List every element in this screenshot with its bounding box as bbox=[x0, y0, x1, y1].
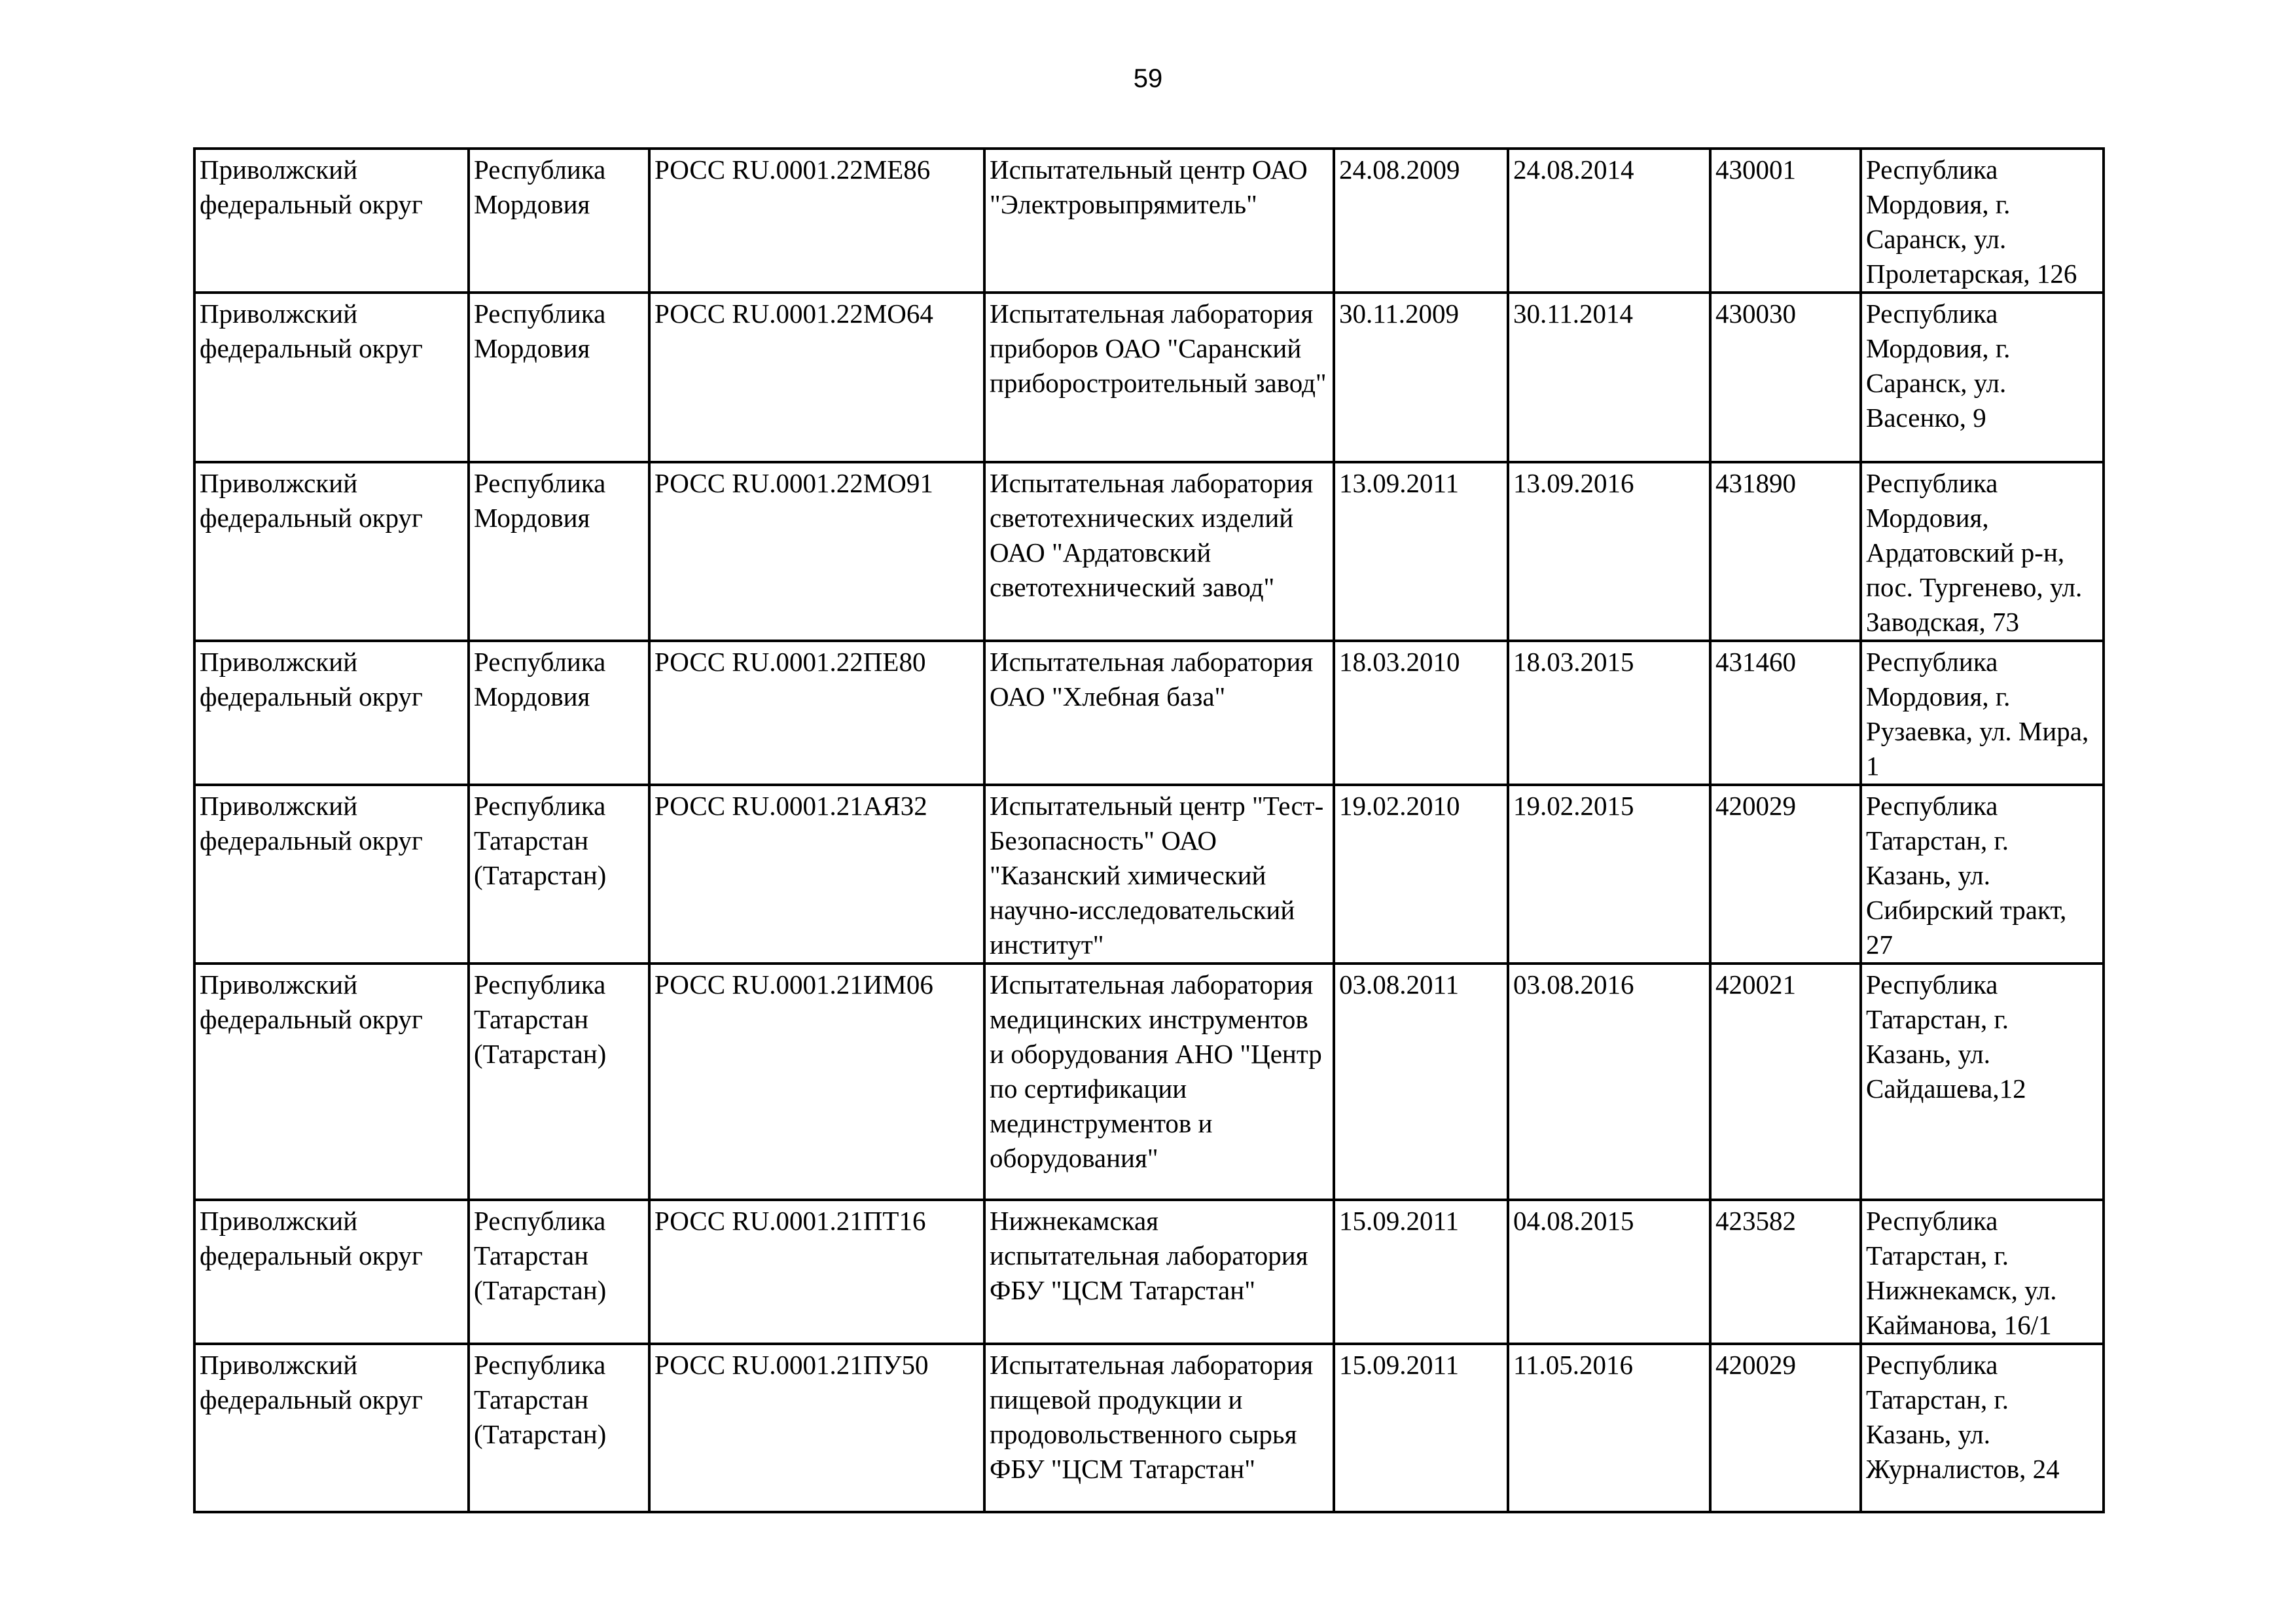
address-cell: Республика Мордовия, Ардатовский р-н, пос. Тургенево, ул. Заводская, 73 bbox=[1861, 462, 2104, 641]
organization-cell: Испытательная лаборатория медицинских инструментов и оборудования АНО "Центр по сертификации мединструментов и оборудования" bbox=[984, 964, 1334, 1200]
date-to-cell: 19.02.2015 bbox=[1508, 785, 1710, 964]
address-cell: Республика Татарстан, г. Казань, ул. Сибирский тракт, 27 bbox=[1861, 785, 2104, 964]
region-cell: Республика Татарстан (Татарстан) bbox=[469, 1344, 649, 1512]
table-row bbox=[194, 462, 2104, 641]
reg-number-cell: РОСС RU.0001.22ПЕ80 bbox=[649, 641, 984, 785]
table-row bbox=[194, 1344, 2104, 1512]
address-cell: Республика Татарстан, г. Нижнекамск, ул. Кайманова, 16/1 bbox=[1861, 1200, 2104, 1344]
district-cell: Приволжский федеральный округ bbox=[194, 1200, 469, 1344]
postcode-cell: 420029 bbox=[1710, 1344, 1861, 1512]
postcode-cell: 431890 bbox=[1710, 462, 1861, 641]
date-to-cell: 18.03.2015 bbox=[1508, 641, 1710, 785]
region-cell: Республика Татарстан (Татарстан) bbox=[469, 785, 649, 964]
address-cell: Республика Мордовия, г. Саранск, ул. Васенко, 9 bbox=[1861, 293, 2104, 462]
date-to-cell: 03.08.2016 bbox=[1508, 964, 1710, 1200]
date-from-cell: 30.11.2009 bbox=[1334, 293, 1508, 462]
postcode-cell: 423582 bbox=[1710, 1200, 1861, 1344]
page-number: 59 bbox=[1133, 64, 1163, 93]
date-from-cell: 19.02.2010 bbox=[1334, 785, 1508, 964]
organization-cell: Испытательная лаборатория пищевой продукции и продовольственного сырья ФБУ "ЦСМ Татарстан" bbox=[984, 1344, 1334, 1512]
date-from-cell: 24.08.2009 bbox=[1334, 149, 1508, 293]
district-cell: Приволжский федеральный округ bbox=[194, 964, 469, 1200]
table-row bbox=[194, 293, 2104, 462]
district-cell: Приволжский федеральный округ bbox=[194, 293, 469, 462]
organization-cell: Испытательная лаборатория приборов ОАО "Саранский приборостроительный завод" bbox=[984, 293, 1334, 462]
registry-table bbox=[193, 147, 2105, 1513]
organization-cell: Испытательный центр ОАО "Электровыпрямитель" bbox=[984, 149, 1334, 293]
district-cell: Приволжский федеральный округ bbox=[194, 785, 469, 964]
table-row bbox=[194, 785, 2104, 964]
region-cell: Республика Мордовия bbox=[469, 149, 649, 293]
district-cell: Приволжский федеральный округ bbox=[194, 1344, 469, 1512]
date-from-cell: 13.09.2011 bbox=[1334, 462, 1508, 641]
district-cell: Приволжский федеральный округ bbox=[194, 462, 469, 641]
address-cell: Республика Татарстан, г. Казань, ул. Сайдашева,12 bbox=[1861, 964, 2104, 1200]
postcode-cell: 420029 bbox=[1710, 785, 1861, 964]
organization-cell: Испытательный центр "Тест-Безопасность" ОАО "Казанский химический научно-исследовательский институт" bbox=[984, 785, 1334, 964]
table-row bbox=[194, 149, 2104, 293]
date-to-cell: 24.08.2014 bbox=[1508, 149, 1710, 293]
organization-cell: Испытательная лаборатория светотехнических изделий ОАО "Ардатовский светотехнический завод" bbox=[984, 462, 1334, 641]
district-cell: Приволжский федеральный округ bbox=[194, 149, 469, 293]
reg-number-cell: РОСС RU.0001.21ИМ06 bbox=[649, 964, 984, 1200]
reg-number-cell: РОСС RU.0001.21ПУ50 bbox=[649, 1344, 984, 1512]
reg-number-cell: РОСС RU.0001.22МО91 bbox=[649, 462, 984, 641]
address-cell: Республика Татарстан, г. Казань, ул. Журналистов, 24 bbox=[1861, 1344, 2104, 1512]
region-cell: Республика Мордовия bbox=[469, 462, 649, 641]
postcode-cell: 430030 bbox=[1710, 293, 1861, 462]
date-from-cell: 18.03.2010 bbox=[1334, 641, 1508, 785]
table-row bbox=[194, 964, 2104, 1200]
address-cell: Республика Мордовия, г. Рузаевка, ул. Мира, 1 bbox=[1861, 641, 2104, 785]
district-cell: Приволжский федеральный округ bbox=[194, 641, 469, 785]
date-to-cell: 04.08.2015 bbox=[1508, 1200, 1710, 1344]
reg-number-cell: РОСС RU.0001.22МО64 bbox=[649, 293, 984, 462]
reg-number-cell: РОСС RU.0001.21АЯ32 bbox=[649, 785, 984, 964]
date-from-cell: 15.09.2011 bbox=[1334, 1200, 1508, 1344]
postcode-cell: 431460 bbox=[1710, 641, 1861, 785]
region-cell: Республика Мордовия bbox=[469, 641, 649, 785]
table-row bbox=[194, 1200, 2104, 1344]
reg-number-cell: РОСС RU.0001.21ПТ16 bbox=[649, 1200, 984, 1344]
organization-cell: Испытательная лаборатория ОАО "Хлебная база" bbox=[984, 641, 1334, 785]
region-cell: Республика Мордовия bbox=[469, 293, 649, 462]
date-to-cell: 30.11.2014 bbox=[1508, 293, 1710, 462]
date-to-cell: 11.05.2016 bbox=[1508, 1344, 1710, 1512]
postcode-cell: 430001 bbox=[1710, 149, 1861, 293]
postcode-cell: 420021 bbox=[1710, 964, 1861, 1200]
date-from-cell: 03.08.2011 bbox=[1334, 964, 1508, 1200]
region-cell: Республика Татарстан (Татарстан) bbox=[469, 964, 649, 1200]
region-cell: Республика Татарстан (Татарстан) bbox=[469, 1200, 649, 1344]
reg-number-cell: РОСС RU.0001.22МЕ86 bbox=[649, 149, 984, 293]
table-row bbox=[194, 641, 2104, 785]
organization-cell: Нижнекамская испытательная лаборатория ФБУ "ЦСМ Татарстан" bbox=[984, 1200, 1334, 1344]
date-to-cell: 13.09.2016 bbox=[1508, 462, 1710, 641]
date-from-cell: 15.09.2011 bbox=[1334, 1344, 1508, 1512]
address-cell: Республика Мордовия, г. Саранск, ул. Пролетарская, 126 bbox=[1861, 149, 2104, 293]
